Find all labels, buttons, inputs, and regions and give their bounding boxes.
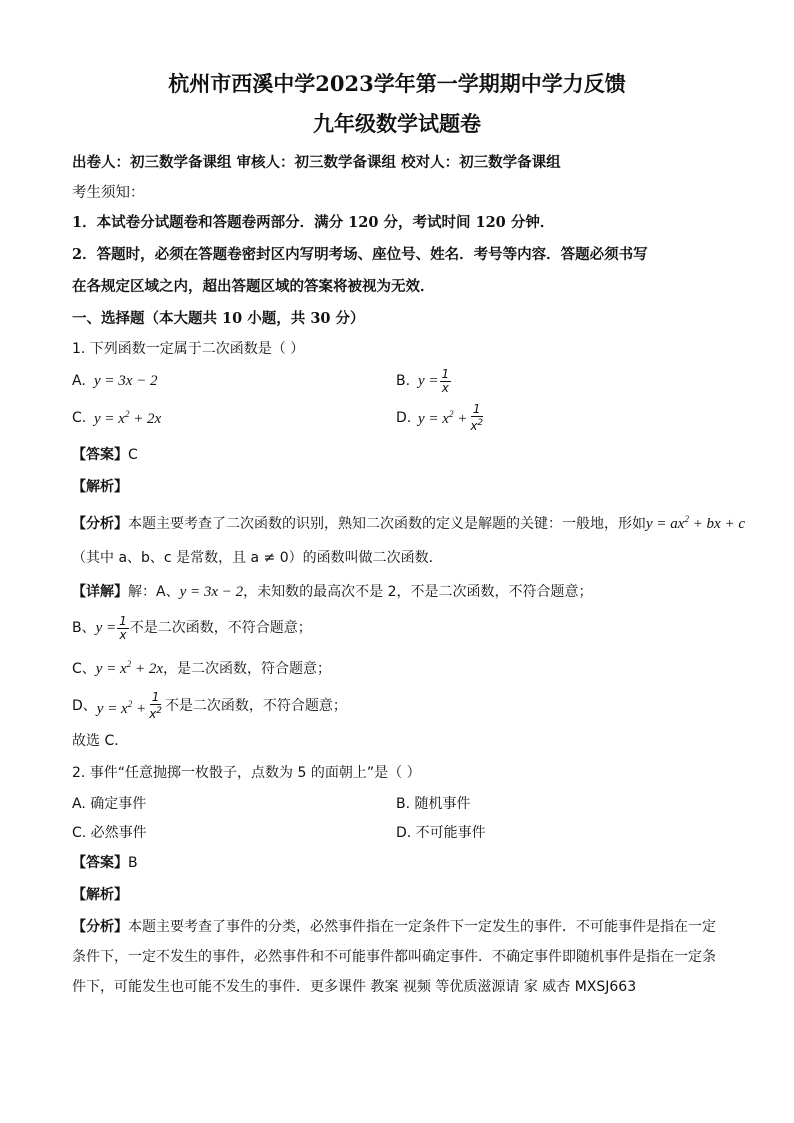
q2-options-row-2 — [72, 822, 722, 842]
q1-option-d-fraction: $\frac{1}{x^2}$ — [470, 402, 484, 433]
q1-fenxi: 【分析】本题主要考查了二次函数的识别，熟知二次函数的定义是解题的关键：一般地，形如$y = ax^2$ + bx + c — [72, 514, 745, 532]
q2-option-b: B. 随机事件 — [396, 796, 471, 812]
q2-option-c: C. 必然事件 — [72, 825, 147, 841]
q2-fenxi-1: 【分析】本题主要考查了事件的分类，必然事件指在一定条件下一定发生的事件．不可能事件是指在一定 — [72, 919, 716, 935]
exam-subtitle: 九年级数学试题卷 — [313, 111, 481, 136]
q1-answer: 【答案】C — [72, 447, 138, 463]
q1-detail-c: C、$y = x^2 + 2x$，是二次函数，符合题意； — [72, 659, 331, 677]
q1-detail-b: B、 y = $\frac{1}{x}$ 不是二次函数，不符合题意； — [72, 613, 312, 642]
notice-item-2b: 在各规定区域之内，超出答题区域的答案将被视为无效． — [72, 278, 435, 295]
q2-stem: 2. 事件“任意抛掷一枚骰子，点数为 5 的面朝上”是（ ） — [72, 765, 421, 781]
q1-option-b: B. y = $\frac{1}{x}$ — [396, 366, 450, 395]
q2-answer: 【答案】B — [72, 855, 138, 871]
staff-line: 出卷人：初三数学备课组 审核人：初三数学备课组 校对人：初三数学备课组 — [72, 154, 561, 171]
q1-detail-a: 【详解】解：A、y = 3x − 2，未知数的最高次不是 2，不是二次函数，不符合题意； — [72, 584, 593, 600]
q1-option-b-fraction: $\frac{1}{x}$ — [441, 366, 450, 395]
exam-title: 杭州市西溪中学2023学年第一学期期中学力反馈 — [168, 71, 626, 96]
q1-option-a: A. y = 3x − 2 — [72, 372, 158, 389]
notice-item-1: 1．本试卷分试题卷和答题卷两部分．满分 120 分，考试时间 120 分钟． — [72, 214, 555, 231]
q2-fenxi-3: 件下，可能发生也可能不发生的事件．更多课件 教案 视频 等优质滋源请 家 威杏 MXSJ663 — [72, 979, 637, 995]
q1-option-c: C. $y = x^2 + 2x$ — [72, 408, 162, 427]
q1-conclusion: 故选 C． — [72, 733, 129, 749]
q2-options-row-1 — [72, 793, 722, 813]
q2-option-a: A. 确定事件 — [72, 796, 147, 812]
q1-option-a-formula: y = 3x − 2 — [94, 372, 158, 389]
q1-fenxi-line-2: （其中 a、b、c 是常数，且 a ≠ 0）的函数叫做二次函数． — [72, 550, 443, 566]
q2-analysis-tag: 【解析】 — [72, 887, 128, 903]
q1-analysis-tag: 【解析】 — [72, 479, 128, 495]
notice-item-2a: 2．答题时，必须在答题卷密封区内写明考场、座位号、姓名．考号等内容．答题必须书写 — [72, 246, 648, 263]
q1-options-row-1 — [72, 368, 722, 394]
section-heading: 一、选择题（本大题共 10 小题，共 30 分） — [72, 310, 365, 327]
q2-option-d: D. 不可能事件 — [396, 825, 486, 841]
q1-option-c-formula: $y = x^2 + 2x$ — [94, 408, 162, 427]
q1-option-d: D. $y = x^2$ + $\frac{1}{x^2}$ — [396, 402, 484, 433]
q2-fenxi-2: 条件下，一定不发生的事件，必然事件和不可能事件都叫确定事件．不确定事件即随机事件是指在一定条 — [72, 949, 716, 965]
q1-options-row-2 — [72, 404, 722, 432]
notice-heading: 考生须知： — [72, 185, 145, 201]
q1-detail-d: D、 $y = x^2$ + $\frac{1}{x^2}$ 不是二次函数，不符合题意； — [72, 690, 347, 721]
q1-stem: 1. 下列函数一定属于二次函数是（ ） — [72, 341, 305, 357]
